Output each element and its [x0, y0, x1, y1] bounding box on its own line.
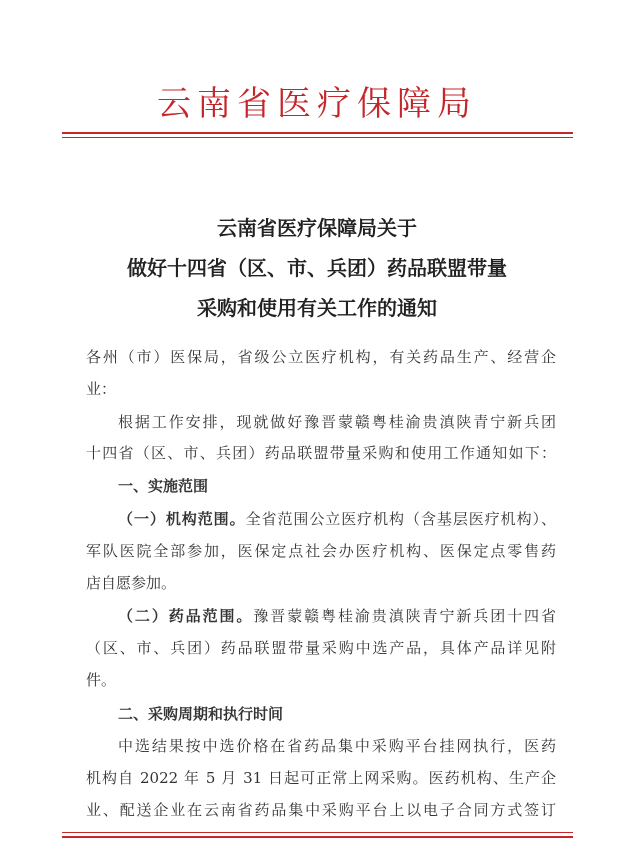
- item-1-text: 全省范围公立医疗机构（含基层医疗机构）、: [245, 510, 556, 528]
- salutation-line-2: 业：: [86, 380, 117, 398]
- document-title-line-3: 采购和使用有关工作的通知: [197, 296, 437, 320]
- section-2-line-1: 中选结果按中选价格在省药品集中采购平台挂网执行，医药: [118, 737, 556, 755]
- document-title-line-1: 云南省医疗保障局关于: [217, 216, 417, 240]
- item-1-first-line: [118, 508, 556, 529]
- item-1-line-2: 军队医院全部参加，医保定点社会办医疗机构、医保定点零售药: [86, 542, 556, 560]
- item-2-first-line: [118, 605, 556, 626]
- letterhead-rule-thin: [62, 137, 573, 138]
- item-2-line-2: （区、市、兵团）药品联盟带量采购中选产品，具体产品详见附: [86, 639, 556, 657]
- section-1-heading: 一、实施范围: [118, 477, 209, 495]
- footer-rule-thin: [62, 832, 573, 833]
- intro-line-2: 十四省（区、市、兵团）药品联盟带量采购和使用工作通知如下：: [86, 444, 556, 462]
- letterhead-rule-thick: [62, 132, 573, 134]
- footer-rule-thick: [62, 836, 573, 838]
- section-2-line-3: 业、配送企业在云南省药品集中采购平台上以电子合同方式签订: [86, 801, 556, 819]
- item-2-text: 豫晋蒙赣粤桂渝贵滇陕青宁新兵团十四省: [253, 607, 556, 625]
- section-2-line-2: 机构自 2022 年 5 月 31 日起可正常上网采购。医药机构、生产企: [86, 769, 556, 787]
- section-2-heading: 二、采购周期和执行时间: [118, 705, 284, 723]
- item-2-label: （二）药品范围。: [118, 607, 254, 625]
- item-1-label: （一）机构范围。: [118, 510, 246, 528]
- item-1-line-3: 店自愿参加。: [86, 574, 177, 592]
- salutation-line-1: 各州（市）医保局，省级公立医疗机构，有关药品生产、经营企: [86, 348, 556, 366]
- item-2-line-3: 件。: [86, 671, 117, 689]
- document-title-line-2: 做好十四省（区、市、兵团）药品联盟带量: [127, 256, 507, 280]
- intro-line-1: 根据工作安排，现就做好豫晋蒙赣粤桂渝贵滇陕青宁新兵团: [118, 413, 556, 431]
- letterhead-title: 云南省医疗保障局: [157, 84, 477, 124]
